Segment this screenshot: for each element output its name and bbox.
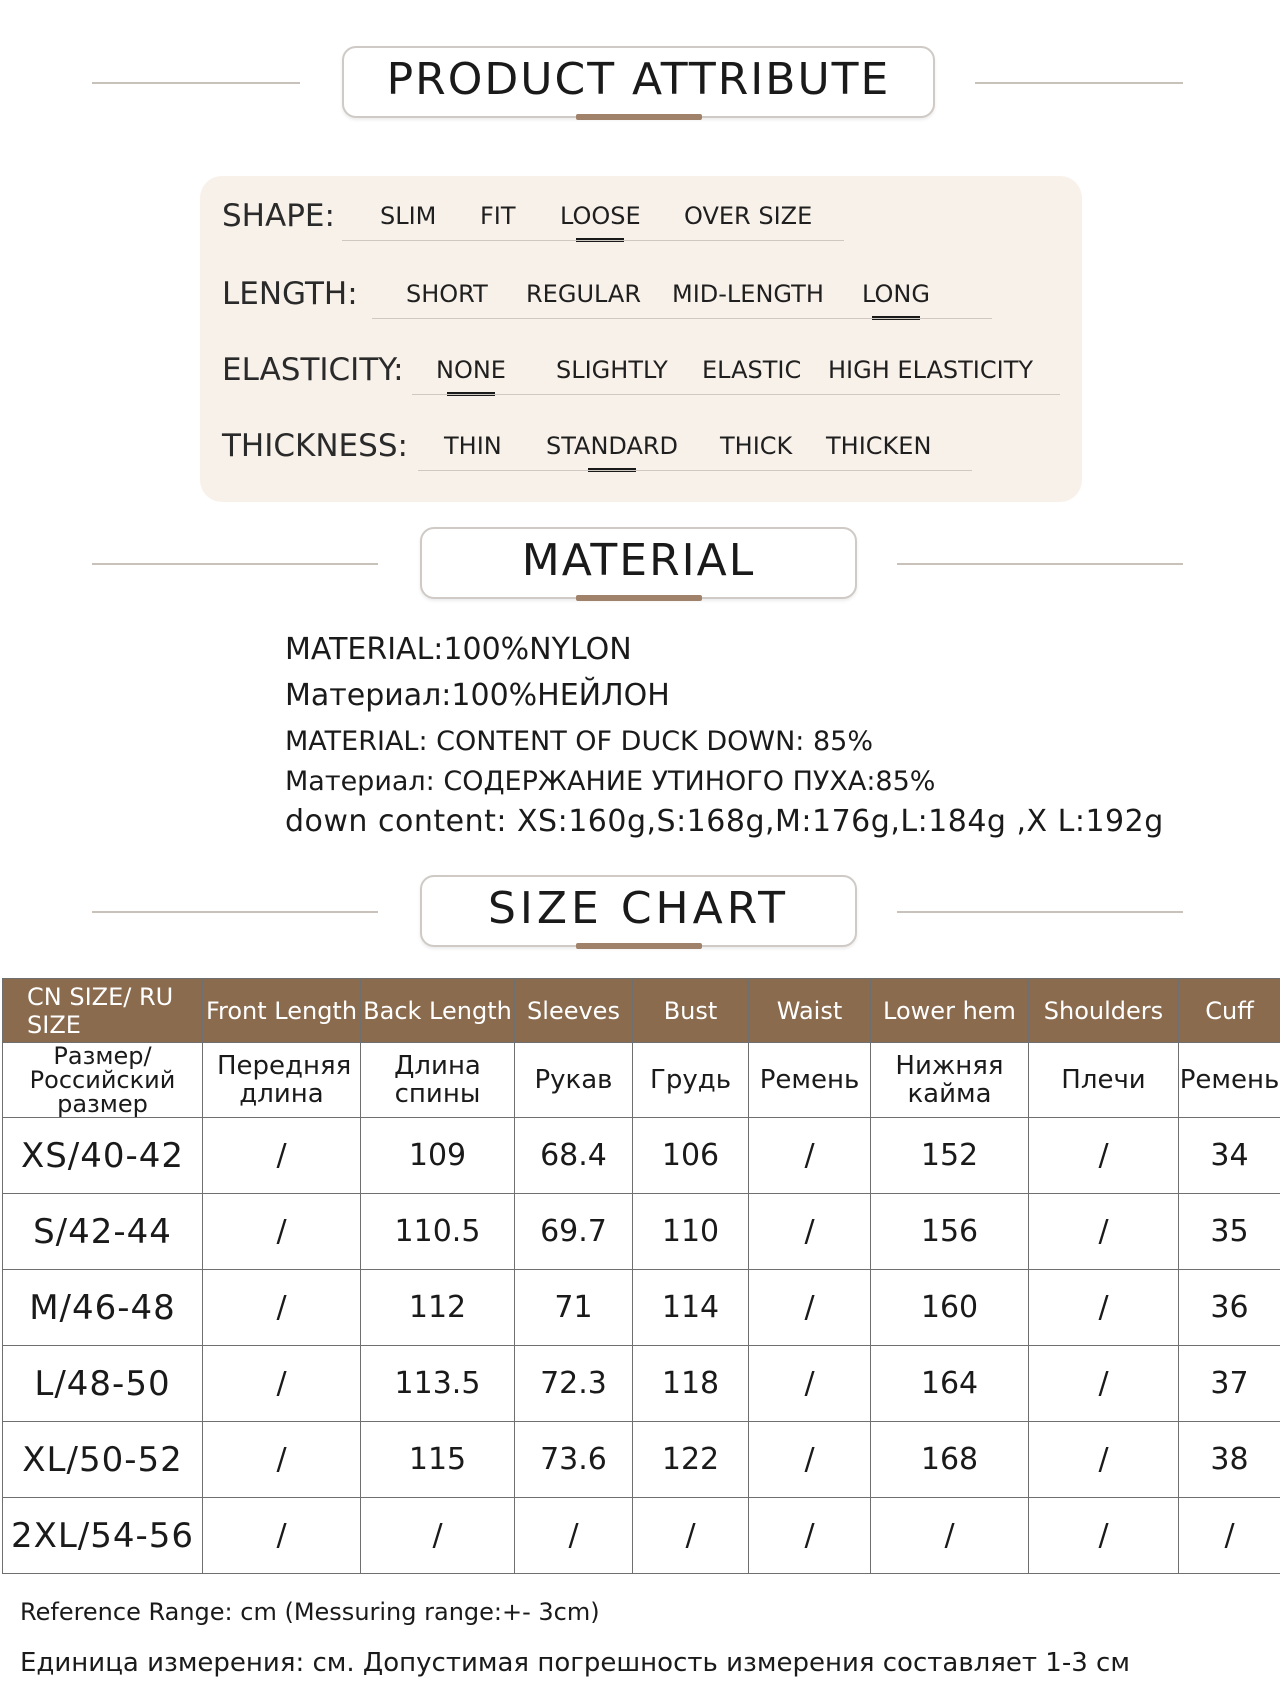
attr-option-selected: LONG	[862, 280, 930, 308]
measurement-cell: /	[749, 1346, 871, 1422]
measurement-cell: /	[1029, 1498, 1179, 1574]
attr-option: SHORT	[406, 280, 488, 308]
attr-option: OVER SIZE	[684, 202, 813, 230]
size-cell: L/48-50	[3, 1346, 203, 1422]
measurement-cell: /	[749, 1498, 871, 1574]
header-pill	[420, 875, 857, 947]
measurement-cell: /	[515, 1498, 633, 1574]
measurement-cell: 73.6	[515, 1422, 633, 1498]
measurement-cell: 106	[633, 1118, 749, 1194]
section-title: MATERIAL	[521, 534, 756, 586]
measurement-cell: 109	[361, 1118, 515, 1194]
material-label: MATERIAL:	[285, 632, 444, 667]
table-row	[3, 1194, 1280, 1270]
measurement-cell: 168	[871, 1422, 1029, 1498]
measurement-cell: 110	[633, 1194, 749, 1270]
measurement-cell: 69.7	[515, 1194, 633, 1270]
attr-label: SHAPE:	[222, 198, 335, 234]
measurement-cell: /	[361, 1498, 515, 1574]
section-title: SIZE CHART	[488, 882, 789, 934]
attr-option: HIGH ELASTICITY	[828, 356, 1034, 384]
attr-row-shape	[222, 198, 1052, 248]
header-left-rule	[92, 911, 378, 913]
column-header: Sleeves	[515, 979, 633, 1043]
down-content-value: down content: XS:160g,S:168g,M:176g,L:184g ,X L:192g	[285, 804, 1164, 839]
column-header-ru: Рукав	[515, 1043, 633, 1118]
measurement-cell: 160	[871, 1270, 1029, 1346]
measurement-cell: /	[203, 1346, 361, 1422]
attr-option: THIN	[444, 432, 502, 460]
attr-option: REGULAR	[526, 280, 642, 308]
measurement-cell: /	[1029, 1346, 1179, 1422]
size-table-body	[3, 1118, 1280, 1574]
measurement-cell: 37	[1179, 1346, 1280, 1422]
measurement-cell: /	[633, 1498, 749, 1574]
table-header-ru	[3, 1043, 1280, 1118]
attr-option: THICKEN	[826, 432, 932, 460]
size-table	[2, 978, 1280, 1574]
measurement-cell: 36	[1179, 1270, 1280, 1346]
measurement-cell: /	[1179, 1498, 1280, 1574]
header-left-rule	[92, 563, 378, 565]
size-cell: 2XL/54-56	[3, 1498, 203, 1574]
header-underline	[576, 595, 702, 601]
measurement-cell: 122	[633, 1422, 749, 1498]
header-left-rule	[92, 82, 300, 84]
measurement-cell: /	[1029, 1118, 1179, 1194]
measurement-cell: 34	[1179, 1118, 1280, 1194]
size-cell: XL/50-52	[3, 1422, 203, 1498]
attr-label: THICKNESS:	[222, 428, 408, 464]
attr-rule	[412, 394, 1060, 395]
column-header: Waist	[749, 979, 871, 1043]
table-header-en	[3, 979, 1280, 1043]
column-header: Front Length	[203, 979, 361, 1043]
measurement-cell: 118	[633, 1346, 749, 1422]
column-header-ru: Передняя длина	[203, 1043, 361, 1118]
table-row	[3, 1270, 1280, 1346]
material-value: CONTENT OF DUCK DOWN: 85%	[436, 726, 873, 757]
material-label: Материал:	[285, 766, 435, 797]
measurement-cell: /	[749, 1270, 871, 1346]
attr-label: ELASTICITY:	[222, 352, 404, 388]
table-row	[3, 1498, 1280, 1574]
attribute-panel	[200, 176, 1082, 502]
measurement-cell: 68.4	[515, 1118, 633, 1194]
attr-option: ELASTIC	[702, 356, 802, 384]
measurement-cell: 156	[871, 1194, 1029, 1270]
attr-option: SLIM	[380, 202, 437, 230]
attr-option-selected: LOOSE	[560, 202, 641, 230]
product-attribute-header	[0, 46, 1280, 126]
attr-option: SLIGHTLY	[556, 356, 668, 384]
size-cell: XS/40-42	[3, 1118, 203, 1194]
material-line	[285, 632, 632, 667]
column-header-ru: Ремень	[1179, 1043, 1280, 1118]
column-header: Back Length	[361, 979, 515, 1043]
reference-range-note: Reference Range: cm (Messuring range:+- 3cm)	[20, 1598, 600, 1626]
column-header: Cuff	[1179, 979, 1280, 1043]
header-right-rule	[897, 911, 1183, 913]
measurement-cell: 113.5	[361, 1346, 515, 1422]
material-value: 100%NYLON	[443, 632, 632, 667]
material-value: СОДЕРЖАНИЕ УТИНОГО ПУХА:85%	[443, 766, 936, 797]
header-underline	[576, 114, 702, 120]
header-underline	[576, 943, 702, 949]
measurement-cell: 152	[871, 1118, 1029, 1194]
attr-label: LENGTH:	[222, 276, 358, 312]
attr-row-length	[222, 276, 1052, 326]
measurement-cell: /	[1029, 1270, 1179, 1346]
size-chart-header	[0, 875, 1280, 955]
measurement-cell: /	[1029, 1422, 1179, 1498]
attr-rule	[372, 318, 992, 319]
measurement-cell: /	[203, 1422, 361, 1498]
measurement-cell: 114	[633, 1270, 749, 1346]
header-pill	[342, 46, 935, 118]
column-header-ru: Нижняя кайма	[871, 1043, 1029, 1118]
attr-option: THICK	[720, 432, 793, 460]
attr-rule	[342, 240, 844, 241]
measurement-cell: 115	[361, 1422, 515, 1498]
column-header-ru: Плечи	[1029, 1043, 1179, 1118]
measurement-cell: /	[203, 1194, 361, 1270]
header-right-rule	[897, 563, 1183, 565]
attr-option: MID-LENGTH	[672, 280, 824, 308]
measurement-cell: 35	[1179, 1194, 1280, 1270]
material-label: MATERIAL:	[285, 726, 428, 757]
column-header-ru: Грудь	[633, 1043, 749, 1118]
table-row	[3, 1118, 1280, 1194]
attr-option-selected: STANDARD	[546, 432, 679, 460]
table-row	[3, 1422, 1280, 1498]
material-value: 100%НЕЙЛОН	[451, 678, 670, 713]
measurement-cell: 72.3	[515, 1346, 633, 1422]
measurement-cell: /	[1029, 1194, 1179, 1270]
size-cell: M/46-48	[3, 1270, 203, 1346]
attr-rule	[418, 470, 972, 471]
column-header-ru: Длина спины	[361, 1043, 515, 1118]
measurement-cell: 110.5	[361, 1194, 515, 1270]
column-header-ru: Ремень	[749, 1043, 871, 1118]
material-line	[285, 766, 935, 797]
header-pill	[420, 527, 857, 599]
measurement-cell: /	[203, 1498, 361, 1574]
measurement-cell: /	[749, 1422, 871, 1498]
measurement-cell: /	[749, 1194, 871, 1270]
column-header: Shoulders	[1029, 979, 1179, 1043]
material-header	[0, 527, 1280, 607]
column-header: Bust	[633, 979, 749, 1043]
material-line	[285, 726, 873, 757]
column-header: Lower hem	[871, 979, 1029, 1043]
material-line	[285, 804, 1164, 839]
measurement-cell: /	[203, 1270, 361, 1346]
measurement-cell: 164	[871, 1346, 1029, 1422]
column-header-ru: Размер/ Российский размер	[3, 1043, 203, 1118]
measurement-cell: 38	[1179, 1422, 1280, 1498]
header-right-rule	[975, 82, 1183, 84]
table-row	[3, 1346, 1280, 1422]
measurement-cell: 71	[515, 1270, 633, 1346]
attr-option-selected: NONE	[436, 356, 506, 384]
attr-row-thickness	[222, 428, 1052, 478]
measurement-cell: /	[749, 1118, 871, 1194]
attr-row-elasticity	[222, 352, 1072, 402]
ru-measurement-note: Единица измерения: см. Допустимая погрешность измерения составляет 1-3 см	[20, 1648, 1130, 1678]
column-header: CN SIZE/ RU SIZE	[3, 979, 203, 1043]
size-cell: S/42-44	[3, 1194, 203, 1270]
measurement-cell: /	[871, 1498, 1029, 1574]
material-line	[285, 678, 670, 713]
measurement-cell: 112	[361, 1270, 515, 1346]
measurement-cell: /	[203, 1118, 361, 1194]
attr-option: FIT	[480, 202, 516, 230]
material-label: Материал:	[285, 678, 452, 713]
section-title: PRODUCT ATTRIBUTE	[386, 53, 891, 105]
